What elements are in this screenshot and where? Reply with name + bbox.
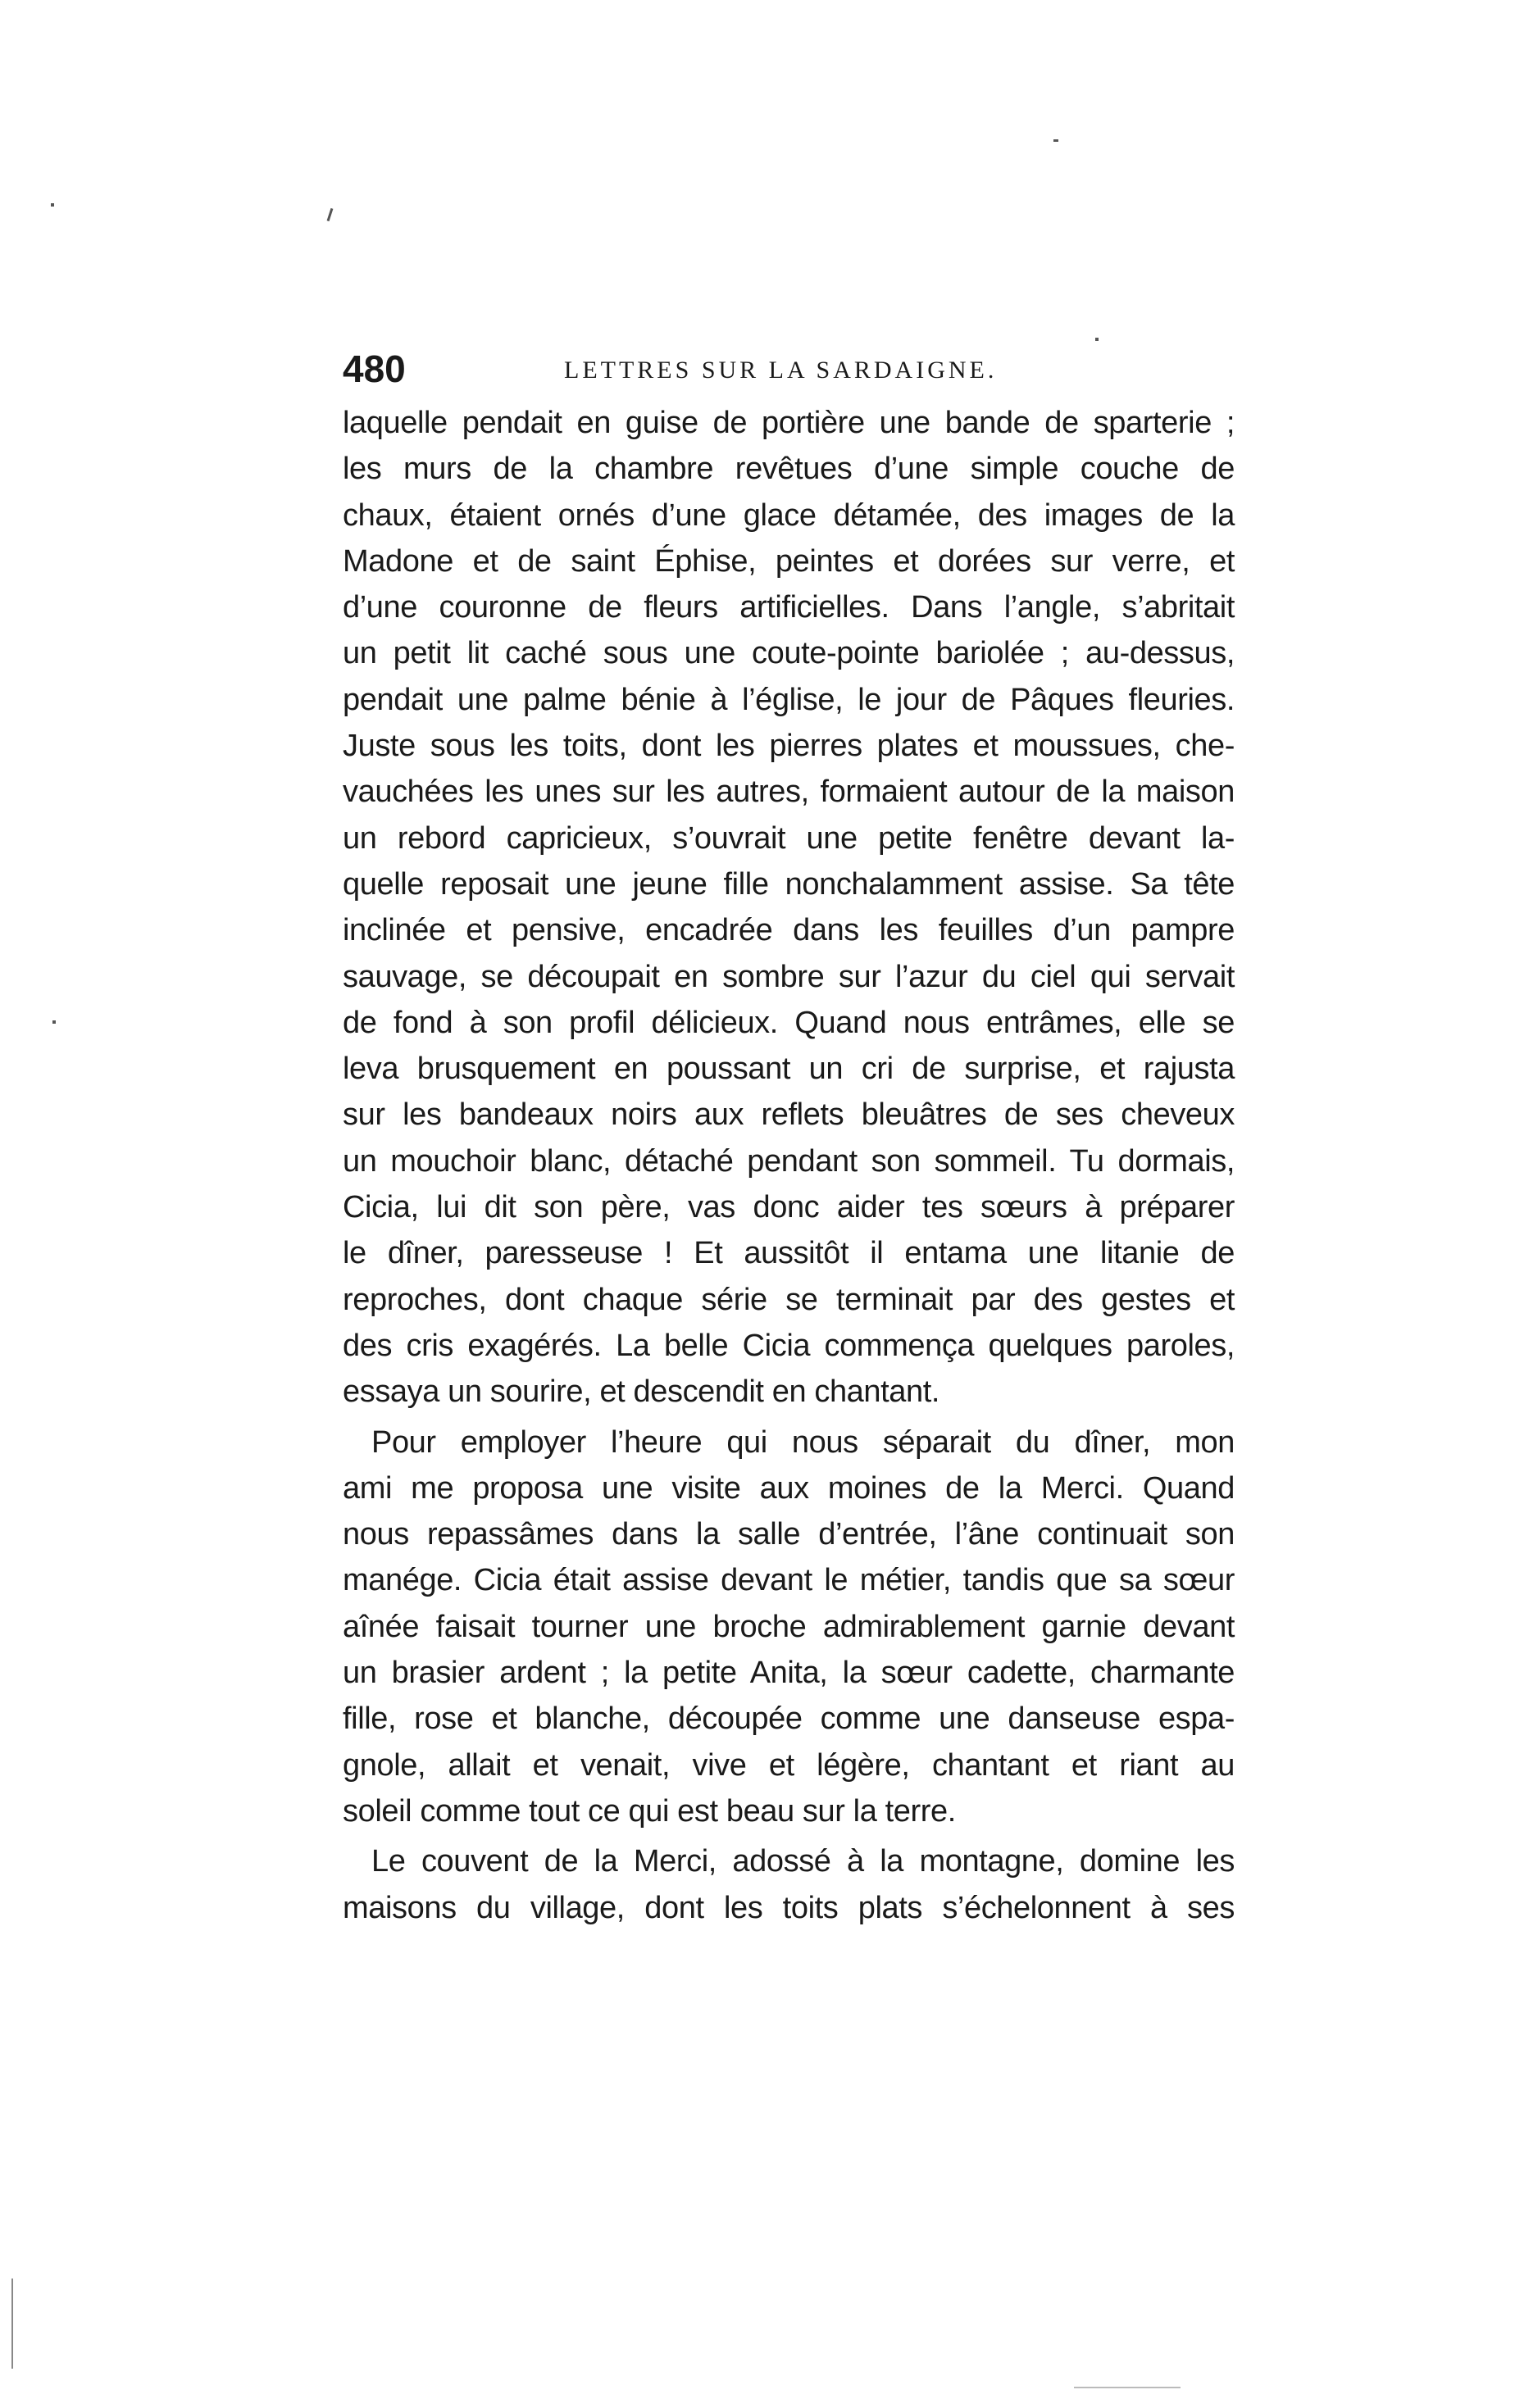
text-line: Pour employer l’heure qui nous séparait du dîner, mon (371, 1424, 1235, 1460)
text-line: Juste sous les toits, dont les pierres plates et moussues, che- (343, 729, 1235, 764)
text-line: fille, rose et blanche, découpée comme une danseuse espa- (343, 1702, 1235, 1737)
ink-speck (51, 203, 54, 207)
text-line: de fond à son profil délicieux. Quand nous entrâmes, elle se (343, 1005, 1235, 1040)
text-line: inclinée et pensive, encadrée dans les feuilles d’un pampre (343, 913, 1235, 948)
text-line: ami me proposa une visite aux moines de la Merci. Quand (343, 1470, 1235, 1506)
text-line: laquelle pendait en guise de portière une bande de sparterie ; (343, 406, 1235, 440)
text-line: nous repassâmes dans la salle d’entrée, l’âne continuait son (343, 1517, 1235, 1552)
text-line: chaux, étaient ornés d’une glace détamée, des images de la (343, 498, 1235, 533)
text-line: sur les bandeaux noirs aux reflets bleuâtres de ses cheveux (343, 1097, 1235, 1133)
scan-edge-mark (1074, 2387, 1181, 2388)
ink-speck (1053, 139, 1058, 142)
running-title: LETTRES SUR LA SARDAIGNE. (564, 357, 998, 384)
text-line: Cicia, lui dit son père, vas donc aider tes sœurs à préparer (343, 1190, 1235, 1225)
text-line: un mouchoir blanc, détaché pendant son sommeil. Tu dormais, (343, 1143, 1235, 1179)
text-line: essaya un sourire, et descendit en chantant. (343, 1374, 940, 1410)
text-line: quelle reposait une jeune fille nonchalamment assise. Sa tête (343, 866, 1235, 902)
text-line: Madone et de saint Éphise, peintes et dorées sur verre, et (343, 543, 1235, 579)
text-line: un brasier ardent ; la petite Anita, la sœur cadette, charmante (343, 1656, 1235, 1691)
page-number: 480 (343, 348, 406, 390)
ink-speck (327, 208, 334, 221)
text-line: soleil comme tout ce qui est beau sur la terre. (343, 1793, 956, 1829)
running-head (343, 348, 1235, 390)
body-text (343, 400, 1235, 1931)
scan-edge-mark (11, 2279, 13, 2369)
text-line: aînée faisait tourner une broche admirablement garnie devant (343, 1609, 1235, 1644)
text-line: d’une couronne de fleurs artificielles. Dans l’angle, s’abritait (343, 590, 1235, 625)
text-line: Le couvent de la Merci, adossé à la montagne, domine les (371, 1844, 1235, 1879)
text-line: sauvage, se découpait en sombre sur l’azur du ciel qui servait (343, 959, 1235, 994)
text-line: reproches, dont chaque série se terminait par des gestes et (343, 1282, 1235, 1317)
text-line: pendait une palme bénie à l’église, le jour de Pâques fleuries. (343, 682, 1235, 717)
text-line: vauchées les unes sur les autres, formaient autour de la maison (343, 775, 1235, 810)
ink-speck (1095, 338, 1099, 341)
text-line: leva brusquement en poussant un cri de surprise, et rajusta (343, 1052, 1235, 1087)
text-line: manége. Cicia était assise devant le métier, tandis que sa sœur (343, 1563, 1235, 1598)
ink-speck (52, 1020, 56, 1024)
text-line: des cris exagérés. La belle Cicia commença quelques paroles, (343, 1328, 1235, 1363)
text-line: gnole, allait et venait, vive et légère, chantant et riant au (343, 1747, 1235, 1783)
text-line: un petit lit caché sous une coute-pointe bariolée ; au-dessus, (343, 636, 1235, 671)
text-line: le dîner, paresseuse ! Et aussitôt il entama une litanie de (343, 1236, 1235, 1271)
text-line: les murs de la chambre revêtues d’une simple couche de (343, 452, 1235, 487)
text-line: un rebord capricieux, s’ouvrait une petite fenêtre devant la- (343, 820, 1235, 856)
text-line: maisons du village, dont les toits plats s’échelonnent à ses (343, 1890, 1235, 1925)
